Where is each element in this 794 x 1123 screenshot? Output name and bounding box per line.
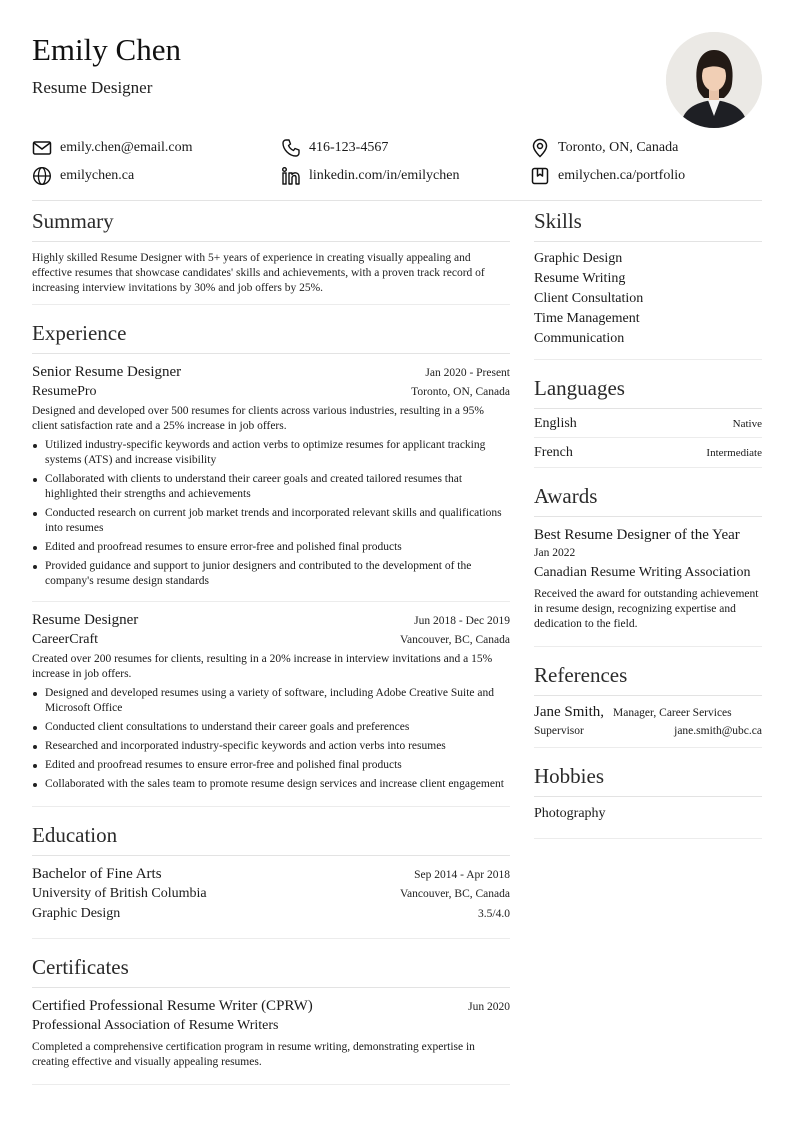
section-heading: Summary [32,207,510,242]
skill-item: Client Consultation [534,291,644,306]
phone-text: 416-123-4567 [309,140,389,155]
section-heading: Skills [534,207,762,242]
job-location: Vancouver, BC, Canada [399,634,510,646]
language-row [534,438,762,467]
portfolio-icon [530,166,550,186]
job-entry [32,601,510,792]
location-text: Toronto, ON, Canada [558,140,679,155]
section-heading: Certificates [32,953,510,988]
main-column [32,205,510,1099]
education-entry [32,856,510,930]
skill-item: Communication [534,331,625,346]
section-heading: Awards [534,482,762,517]
email-text: emily.chen@email.com [60,140,193,155]
gpa: 3.5/4.0 [478,908,510,920]
contact-location [530,138,678,158]
award-organization: Canadian Resume Writing Association [534,565,751,580]
resume-header [32,30,762,130]
location-pin-icon [530,138,550,158]
section-heading: Experience [32,319,510,354]
reference-details [534,723,762,739]
reference-relation: Supervisor [534,725,584,737]
awards-section [534,482,762,647]
list-item: Collaborated with clients to understand their career goals and created tailored resumes that highlighted their strengths and achievements [32,472,510,502]
skills-list [534,249,762,351]
job-date: Jun 2018 - Dec 2019 [414,615,510,627]
header-divider [32,200,762,201]
references-section [534,661,762,748]
job-company: CareerCraft [32,632,99,647]
job-description: Created over 200 resumes for clients, resulting in a 20% increase in interview invitations and a 15% increase in job offers. [32,653,493,680]
education-section [32,821,510,939]
person-portrait-icon [666,32,762,128]
languages-section [534,374,762,468]
reference-header [534,704,762,721]
certificate-name: Certified Professional Resume Writer (CPRW) [32,998,313,1014]
list-item: Collaborated with the sales team to promote resume design services and increase client engagement [32,777,510,792]
school: University of British Columbia [32,886,207,901]
mail-icon [32,138,52,158]
section-heading: References [534,661,762,696]
list-item: Provided guidance and support to junior designers and contributed to the development of the company's resume design standards [32,559,510,589]
award-date: Jan 2022 [534,547,576,559]
skill-item: Resume Writing [534,271,626,286]
reference-name: Jane Smith, [534,704,604,720]
contact-info [32,134,762,190]
globe-icon [32,166,52,186]
skill-item: Graphic Design [534,251,623,266]
job-bullets [32,438,510,589]
website-text: emilychen.ca [60,168,135,183]
job-title: Resume Designer [32,612,139,628]
experience-section [32,319,510,807]
contact-website[interactable] [32,166,281,186]
language-name: English [534,416,577,431]
summary-text: Highly skilled Resume Designer with 5+ years of experience in creating visually appealing and effective resumes that showcase candidates' skills and achievements, with a proven track record of increasing interview invitations by 30% and job offers by 25%. [32,252,485,294]
contact-email[interactable] [32,138,281,158]
list-item: Edited and proofread resumes to ensure error-free and polished final products [32,758,510,773]
job-date: Jan 2020 - Present [425,367,510,379]
certificate-entry [32,988,510,1076]
language-level: Intermediate [706,447,762,459]
contact-phone[interactable] [281,138,530,158]
reference-email[interactable]: jane.smith@ubc.ca [674,725,762,737]
hobby-item: Photography [534,806,606,821]
reference-role: Manager, Career Services [613,707,732,719]
section-heading: Hobbies [534,762,762,797]
language-row [534,409,762,438]
sidebar-column [534,205,762,853]
candidate-title: Resume Designer [32,78,153,97]
job-title: Senior Resume Designer [32,364,182,380]
job-entry [32,354,510,589]
job-location: Toronto, ON, Canada [411,386,510,398]
list-item: Utilized industry-specific keywords and action verbs to optimize resumes for applicant tracking systems (ATS) and increase visibility [32,438,510,468]
certificate-description: Completed a comprehensive certification program in resume writing, demonstrating expertise in creating effective and visually appealing resumes. [32,1041,475,1068]
linkedin-icon [281,166,301,186]
job-description: Designed and developed over 500 resumes for clients across various industries, resulting in a 95% client satisfaction rate and a 25% increase in job offers. [32,405,484,432]
list-item: Conducted client consultations to understand their career goals and preferences [32,720,510,735]
list-item: Designed and developed resumes using a variety of software, including Adobe Creative Suite and Microsoft Office [32,686,510,716]
job-company: ResumePro [32,384,97,399]
candidate-name: Emily Chen [32,32,181,67]
avatar [666,32,762,128]
contact-row [32,134,762,162]
list-item: Conducted research on current job market trends and incorporated relevant skills and qualifications into resumes [32,506,510,536]
list-item: Researched and incorporated industry-specific keywords and action verbs into resumes [32,739,510,754]
certificates-section [32,953,510,1085]
section-heading: Languages [534,374,762,409]
award-description: Received the award for outstanding achievement in resume design, recognizing expertise and dedication to the field. [534,588,759,630]
list-item: Edited and proofread resumes to ensure error-free and polished final products [32,540,510,555]
summary-section [32,207,510,305]
section-heading: Education [32,821,510,856]
linkedin-text: linkedin.com/in/emilychen [309,168,460,183]
hobbies-section [534,762,762,839]
certificate-date: Jun 2020 [468,1001,510,1013]
contact-row [32,162,762,190]
language-level: Native [732,418,762,430]
portfolio-text: emilychen.ca/portfolio [558,168,686,183]
contact-linkedin[interactable] [281,166,530,186]
degree: Bachelor of Fine Arts [32,866,162,882]
award-title: Best Resume Designer of the Year [534,527,740,543]
education-date: Sep 2014 - Apr 2018 [414,869,510,881]
certificate-issuer: Professional Association of Resume Writers [32,1018,279,1033]
phone-icon [281,138,301,158]
contact-portfolio[interactable] [530,166,685,186]
field-of-study: Graphic Design [32,906,121,921]
job-bullets [32,686,510,792]
skills-section [534,207,762,360]
language-name: French [534,445,573,460]
education-location: Vancouver, BC, Canada [399,888,510,900]
skill-item: Time Management [534,311,640,326]
